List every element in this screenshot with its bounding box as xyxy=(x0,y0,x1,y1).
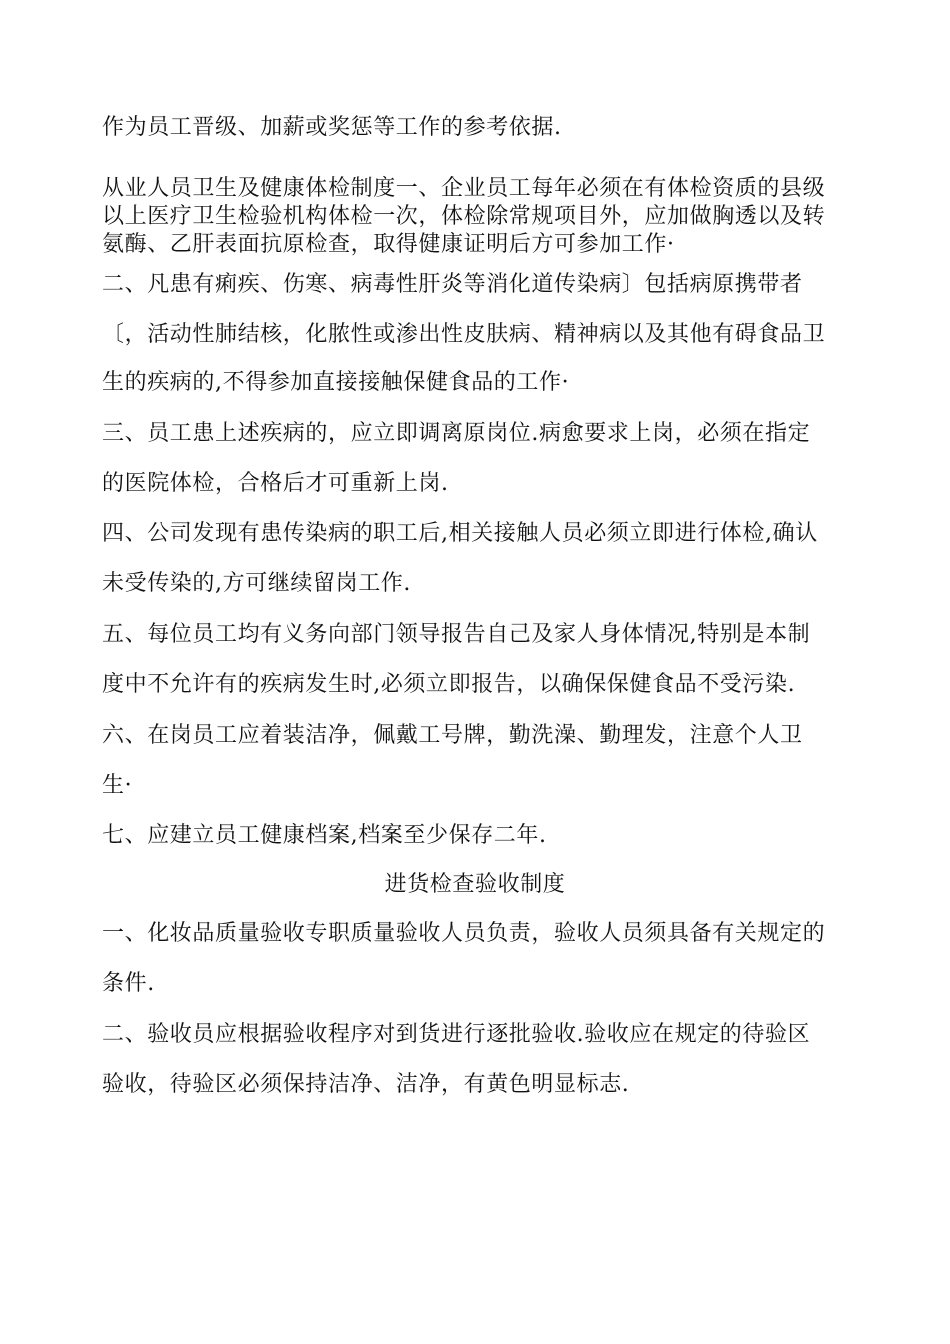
text-line: 三、员工患上述疾病的，应立即调离原岗位.病愈要求上岗，必须在指定 xyxy=(102,421,811,446)
text-line: 氨酶、乙肝表面抗原检查，取得健康证明后方可参加工作· xyxy=(102,232,675,257)
text-line: 验收，待验区必须保持洁净、洁净，有黄色明显标志. xyxy=(102,1072,630,1097)
text-line: 生· xyxy=(102,773,133,798)
text-line: 生的疾病的,不得参加直接接触保健食品的工作· xyxy=(102,370,570,395)
text-line: 作为员工晋级、加薪或奖惩等工作的参考依据. xyxy=(102,115,562,140)
text-line: 从业人员卫生及健康体检制度一、企业员工每年必须在有体检资质的县级 xyxy=(102,176,826,201)
text-line: 未受传染的,方可继续留岗工作. xyxy=(102,571,411,596)
text-line: 二、凡患有痢疾、伤寒、病毒性肝炎等消化道传染病〕包括病原携带者 xyxy=(102,272,803,297)
text-line: 七、应建立员工健康档案,档案至少保存二年. xyxy=(102,823,547,848)
text-line: 一、化妆品质量验收专职质量验收人员负责，验收人员须具备有关规定的 xyxy=(102,921,826,946)
text-line: 四、公司发现有患传染病的职工后,相关接触人员必须立即进行体检,确认 xyxy=(102,521,818,546)
text-line: 的医院体检，合格后才可重新上岗. xyxy=(102,471,449,496)
text-line: 五、每位员工均有义务向部门领导报告自己及家人身体情况,特别是本制 xyxy=(102,622,811,647)
section-title: 进货检查验收制度 xyxy=(384,872,566,897)
text-line: 二、验收员应根据验收程序对到货进行逐批验收.验收应在规定的待验区 xyxy=(102,1022,811,1047)
text-line: 条件. xyxy=(102,971,155,996)
text-line: 以上医疗卫生检验机构体检一次，体检除常规项目外，应加做胸透以及转 xyxy=(102,204,826,229)
text-line: 〔，活动性肺结核，化脓性或渗出性皮肤病、精神病以及其他有碍食品卫 xyxy=(102,322,826,347)
text-line: 六、在岗员工应着装洁净，佩戴工号牌，勤洗澡、勤理发，注意个人卫 xyxy=(102,723,803,748)
text-line: 度中不允许有的疾病发生时,必须立即报告，以确保保健食品不受污染. xyxy=(102,672,796,697)
